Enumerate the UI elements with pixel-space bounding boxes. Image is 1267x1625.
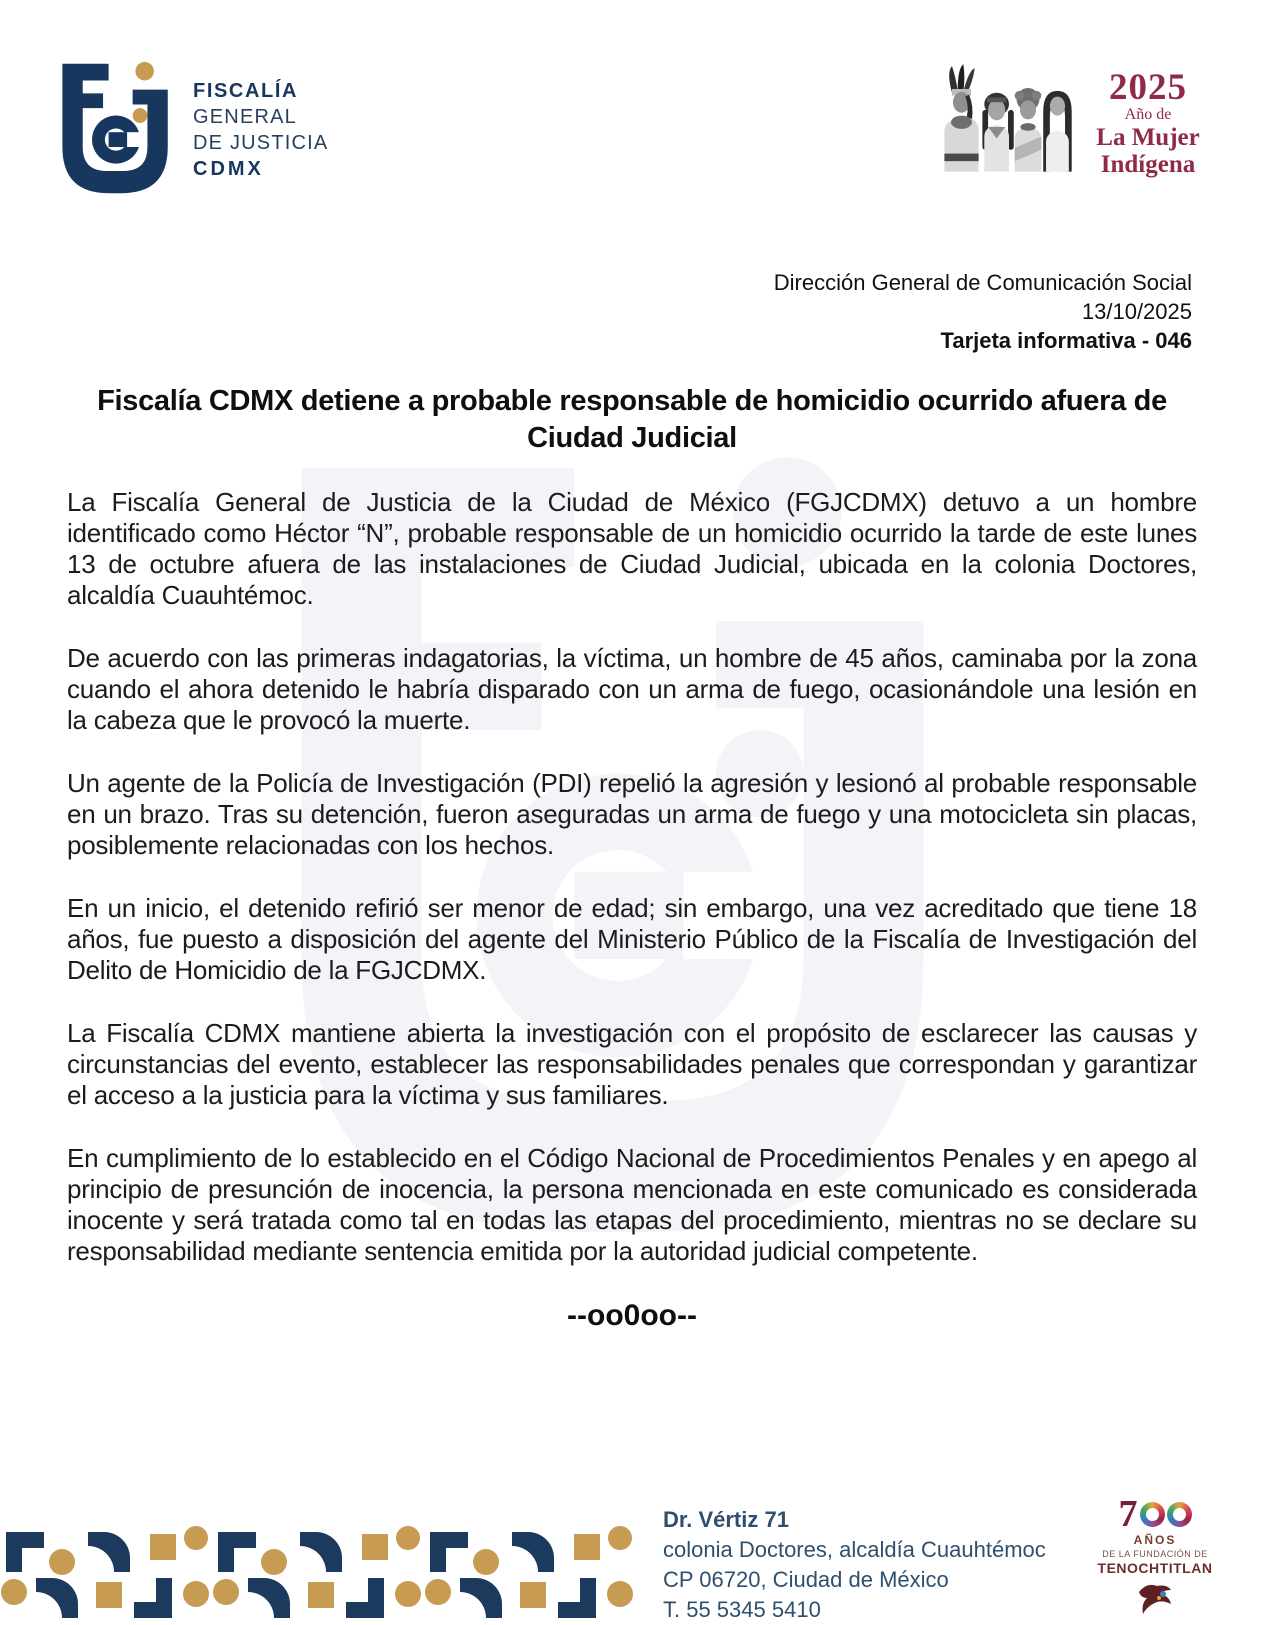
anniversary-anos: AÑOS — [1133, 1533, 1177, 1547]
paragraph-1: La Fiscalía General de Justicia de la Ciudad de México (FGJCDMX) detuvo a un hombre identificado como Héctor “N”, probable responsable de un homicidio ocurrido la tarde de este lunes 13 de octubre afuera de las instalaciones de Ciudad Judicial, ubicada en la colonia Doctores, alcaldía Cuauhtémoc. — [67, 487, 1197, 610]
year-sub: Año de — [1124, 106, 1172, 123]
zero-ring-icon — [1140, 1502, 1165, 1527]
eagle-icon — [1133, 1582, 1177, 1616]
paragraph-6: En cumplimiento de lo establecido en el Código Nacional de Procedimientos Penales y en apego al principio de presunción de inocencia, la persona mencionada en este comunicado es considerada inocente y será tratada como tal en todas las etapas del procedimiento, mientras no se declare su responsabilidad mediante sentencia emitida por la autoridad judicial competente. — [67, 1143, 1197, 1266]
end-separator: --oo0oo-- — [567, 1299, 697, 1332]
title-line-2: Ciudad Judicial — [527, 422, 737, 454]
meta-date: 13/10/2025 — [1081, 299, 1192, 324]
fgj-wordmark — [193, 78, 328, 182]
tenochtitlan-700-logo — [1080, 1493, 1230, 1616]
year-text-block — [1089, 67, 1207, 183]
address-cp: CP 06720, Ciudad de México — [663, 1567, 949, 1592]
paragraph-5: La Fiscalía CDMX mantiene abierta la investigación con el propósito de esclarecer las causas y circunstancias del evento, establecer las responsabilidades penales que correspondan y garantizar el acceso a la justicia para la víctima y sus familiares. — [67, 1018, 1197, 1110]
anniversary-tenochtitlan: TENOCHTITLAN — [1097, 1560, 1213, 1576]
anniversary-digit-7: 7 — [1118, 1493, 1138, 1535]
meta-card-number: Tarjeta informativa - 046 — [940, 328, 1192, 353]
address-colonia: colonia Doctores, alcaldía Cuauhtémoc — [663, 1537, 1046, 1562]
indigenous-women-illustration-icon — [933, 58, 1085, 176]
footer-address — [663, 1505, 1046, 1625]
fgj-logo — [55, 58, 328, 199]
fgj-word-general: GENERAL — [193, 106, 297, 128]
fgj-word-fiscalia: FISCALÍA — [193, 80, 299, 102]
fgj-word-cdmx: CDMX — [193, 158, 264, 180]
meta-department: Dirección General de Comunicación Social — [773, 270, 1192, 295]
fgj-word-justicia: DE JUSTICIA — [193, 132, 329, 154]
paragraph-4: En un inicio, el detenido refirió ser menor de edad; sin embargo, una vez acreditado que tiene 18 años, fue puesto a disposición del agente del Ministerio Público de la Fiscalía de Investigación del Delito de Homicidio de la FGJCDMX. — [67, 893, 1197, 985]
address-phone: T. 55 5345 5410 — [663, 1597, 821, 1622]
anniversary-fundacion: DE LA FUNDACIÓN DE — [1102, 1549, 1208, 1559]
year-2025: 2025 — [1109, 67, 1187, 108]
paragraph-2: De acuerdo con las primeras indagatorias, la víctima, un hombre de 45 años, caminaba por la zona cuando el ahora detenido le habría disparado con un arma de fuego, ocasionándole una lesión en la cabeza que le provocó la muerte. — [67, 643, 1197, 735]
paragraph-3: Un agente de la Policía de Investigación (PDI) repelió la agresión y lesionó al probable responsable en un brazo. Tras su detención, fueron aseguradas un arma de fuego y una motocicleta sin placas, posiblemente relacionadas con los hechos. — [67, 768, 1197, 860]
year-mujer: La Mujer — [1096, 124, 1200, 151]
address-street: Dr. Vértiz 71 — [663, 1507, 789, 1532]
page-title — [67, 383, 1197, 457]
meta-block — [774, 268, 1192, 355]
fgj-monogram-icon — [55, 58, 177, 199]
document-body — [67, 383, 1197, 1333]
zero-ring-icon — [1167, 1502, 1192, 1527]
anniversary-number — [1080, 1493, 1230, 1535]
footer-pattern — [0, 1518, 622, 1600]
year-indigena: Indígena — [1100, 151, 1196, 178]
title-line-1: Fiscalía CDMX detiene a probable responsable de homicidio ocurrido afuera de — [97, 385, 1167, 417]
year-2025-logo — [933, 58, 1233, 183]
